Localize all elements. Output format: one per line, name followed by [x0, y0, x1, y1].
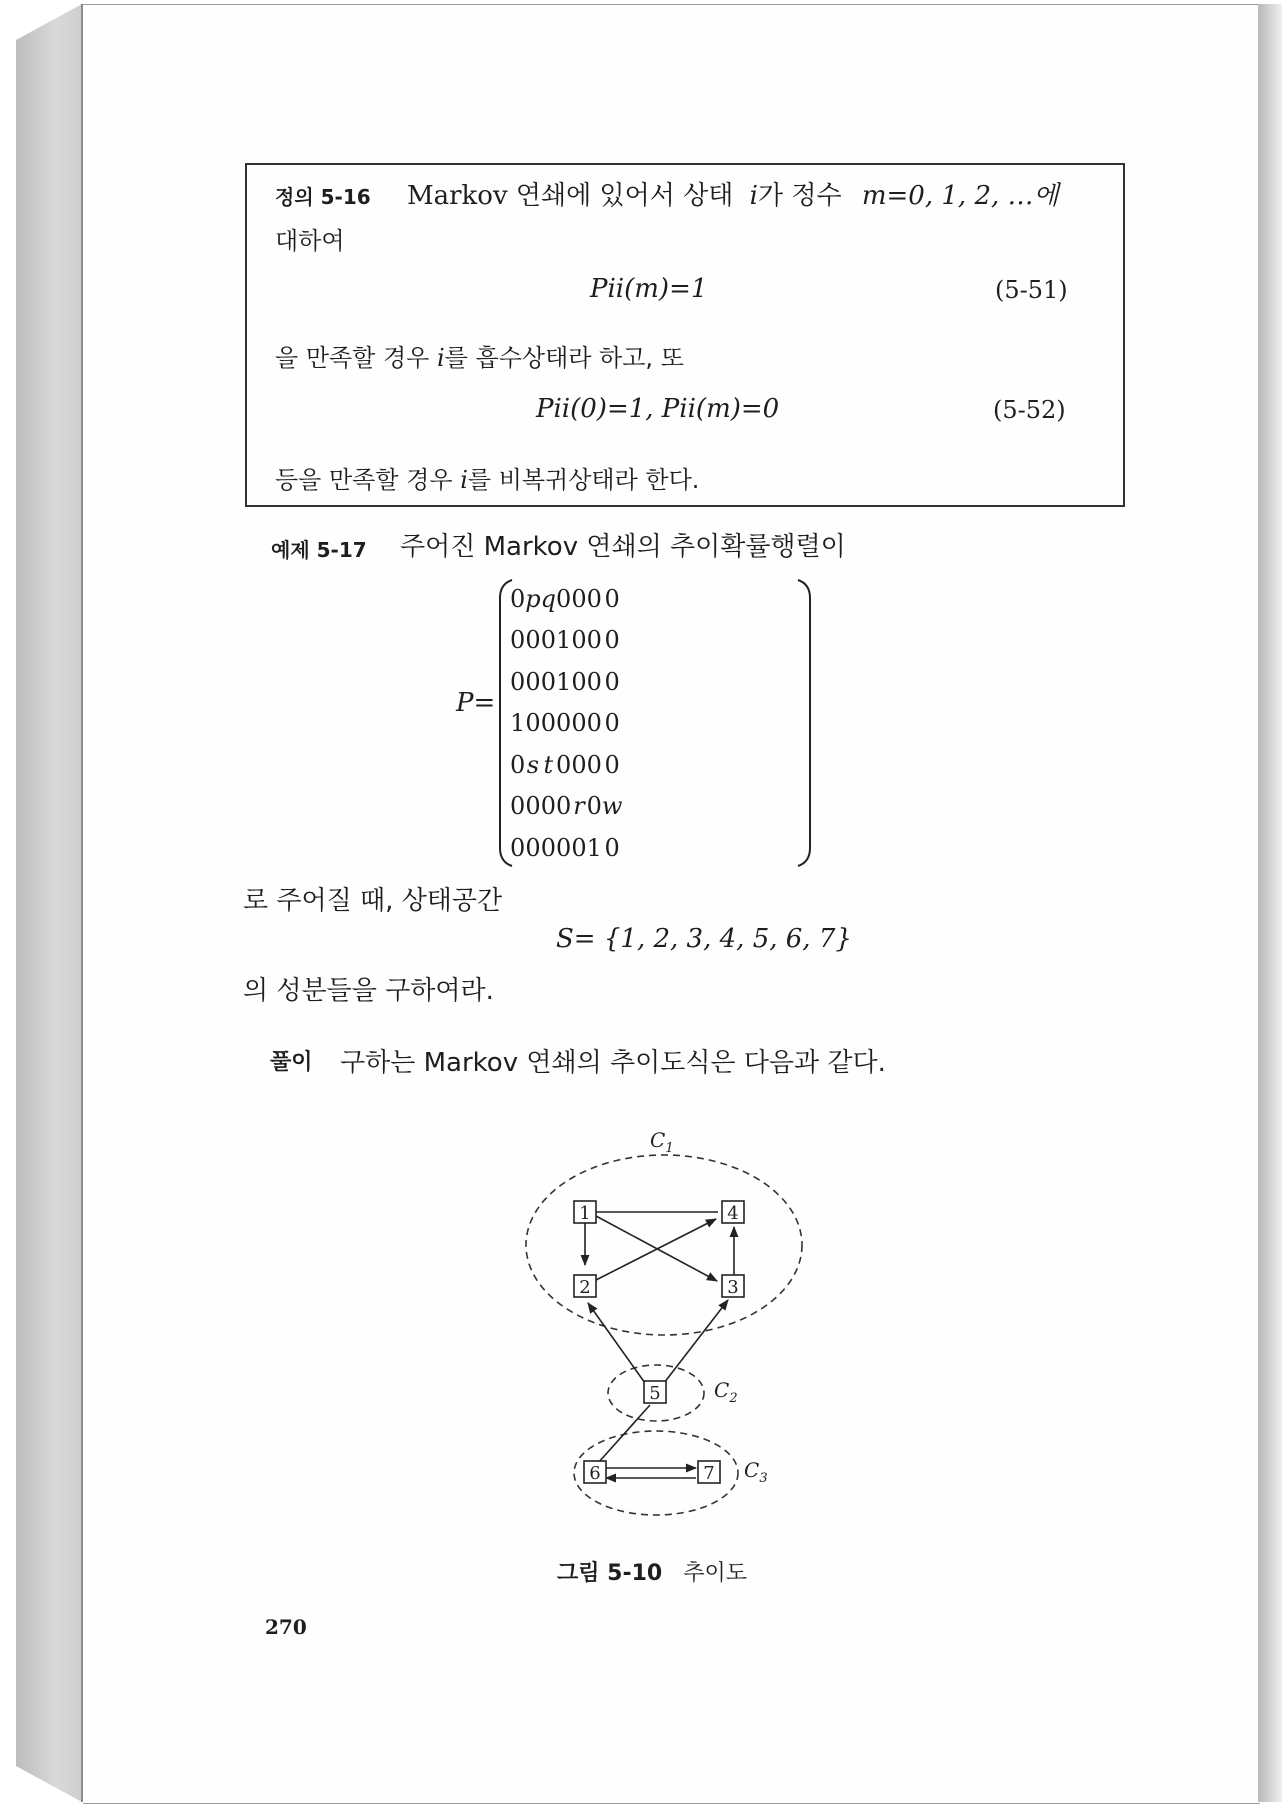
matrix-cell: 0 [540, 709, 556, 738]
matrix-cell: 0 [510, 792, 526, 821]
transition-diagram [500, 1125, 820, 1525]
matrix-cell: 0 [510, 750, 526, 779]
matrix-cell: 0 [571, 626, 587, 655]
node-2 [574, 1275, 596, 1298]
matrix-cell: 0 [525, 626, 541, 655]
class-label-c3: $C_3$ [744, 1458, 768, 1486]
matrix-cell: s [526, 750, 540, 779]
matrix-row [510, 578, 622, 620]
node-3 [722, 1275, 744, 1298]
example-question: 의 성분들을 구하여라. [243, 976, 494, 1006]
state-space: S= {1, 2, 3, 4, 5, 6, 7} [556, 924, 852, 954]
definition-line1: Markov 연쇄에 있어서 상태 i가 정수 m=0, 1, 2, …에 [407, 181, 1059, 211]
example-label: 예제 5-17 [271, 538, 367, 562]
matrix-cell: 0 [571, 709, 587, 738]
page-number: 270 [265, 1615, 307, 1639]
matrix-cell: 0 [510, 626, 526, 655]
matrix-cell: 1 [586, 833, 602, 862]
matrix-cell: 0 [571, 584, 587, 613]
node-6 [584, 1461, 606, 1484]
figure-caption: 그림 5-10 추이도 [557, 1561, 747, 1586]
svg-text:5: 5 [649, 1383, 661, 1404]
matrix-cell: p [525, 584, 541, 613]
example-after-text: 로 주어질 때, 상태공간 [243, 886, 503, 916]
matrix-cell: 0 [571, 667, 587, 696]
solution-label: 풀이 [270, 1050, 313, 1075]
equation-number-5-51: (5-51) [995, 276, 1068, 304]
matrix-cell: 0 [525, 833, 541, 862]
page-right-shadow [1258, 4, 1282, 1802]
equation-5-51: Pii(m)=1 [590, 274, 708, 304]
matrix-cell: 1 [556, 626, 572, 655]
matrix-entries [510, 578, 622, 869]
edge-5-to-2 [588, 1303, 645, 1383]
matrix-cell: 0 [604, 709, 620, 738]
matrix-cell: 0 [604, 626, 620, 655]
definition-line3: 을 만족할 경우 i를 흡수상태라 하고, 또 [275, 344, 684, 372]
svg-text:3: 3 [727, 1277, 739, 1298]
matrix-label: P= [456, 688, 496, 718]
matrix-cell: 0 [586, 792, 602, 821]
svg-text:6: 6 [589, 1463, 601, 1484]
svg-text:4: 4 [727, 1203, 739, 1224]
matrix-cell: 0 [586, 667, 602, 696]
matrix-cell: 0 [586, 709, 602, 738]
matrix-cell: 0 [604, 667, 620, 696]
svg-text:1: 1 [579, 1203, 591, 1224]
matrix-cell: 0 [604, 750, 620, 779]
matrix-cell: 0 [556, 709, 572, 738]
matrix-cell: 0 [510, 833, 526, 862]
node-4 [722, 1201, 744, 1224]
definition-box [245, 163, 1125, 507]
matrix-cell: 0 [571, 833, 587, 862]
matrix-cell: 0 [556, 750, 572, 779]
matrix-cell: r [573, 792, 585, 821]
edge-5-to-3 [664, 1300, 728, 1383]
matrix-row [510, 786, 622, 828]
class-label-c2: $C_2$ [714, 1378, 738, 1406]
matrix-cell: 0 [540, 792, 556, 821]
node-5 [644, 1381, 666, 1404]
matrix-cell: 0 [604, 584, 620, 613]
matrix-cell: 0 [571, 750, 587, 779]
matrix-cell: 0 [586, 750, 602, 779]
equation-number-5-52: (5-52) [993, 396, 1066, 424]
matrix-row [510, 827, 622, 869]
matrix-cell: 0 [586, 626, 602, 655]
matrix-cell: 0 [525, 709, 541, 738]
matrix-cell: 0 [525, 792, 541, 821]
matrix-right-bracket [794, 578, 814, 868]
matrix-cell: 0 [604, 833, 620, 862]
matrix-cell: 0 [540, 667, 556, 696]
matrix-cell: 1 [556, 667, 572, 696]
matrix-row [510, 703, 622, 745]
node-7 [698, 1461, 720, 1484]
matrix-row [510, 620, 622, 662]
matrix-cell: 0 [540, 833, 556, 862]
svg-text:7: 7 [703, 1463, 715, 1484]
solution-text: 구하는 Markov 연쇄의 추이도식은 다음과 같다. [340, 1048, 886, 1078]
matrix-cell: 0 [556, 584, 572, 613]
matrix-cell: w [601, 792, 623, 821]
matrix-cell: 0 [556, 833, 572, 862]
edge-6-to-5 [598, 1405, 650, 1463]
matrix-row [510, 661, 622, 703]
matrix-cell: t [543, 750, 554, 779]
book-spine-edge [16, 4, 82, 1802]
definition-line2: 대하여 [275, 227, 345, 255]
definition-label: 정의 5-16 [275, 185, 371, 209]
matrix-cell: q [540, 584, 557, 613]
matrix-cell: 0 [510, 667, 526, 696]
matrix-cell: 0 [510, 584, 526, 613]
definition-line4: 등을 만족할 경우 i를 비복귀상태라 한다. [275, 466, 700, 494]
matrix-cell: 0 [556, 792, 572, 821]
matrix-cell: 0 [525, 667, 541, 696]
matrix-cell: 1 [510, 709, 526, 738]
class-label-c1: $C_1$ [650, 1128, 674, 1156]
matrix-cell: 0 [540, 626, 556, 655]
example-text: 주어진 Markov 연쇄의 추이확률행렬이 [400, 532, 846, 562]
matrix-row [510, 744, 622, 786]
node-1 [574, 1201, 596, 1224]
svg-text:2: 2 [579, 1277, 591, 1298]
equation-5-52: Pii(0)=1, Pii(m)=0 [536, 394, 780, 424]
matrix-cell: 0 [586, 584, 602, 613]
